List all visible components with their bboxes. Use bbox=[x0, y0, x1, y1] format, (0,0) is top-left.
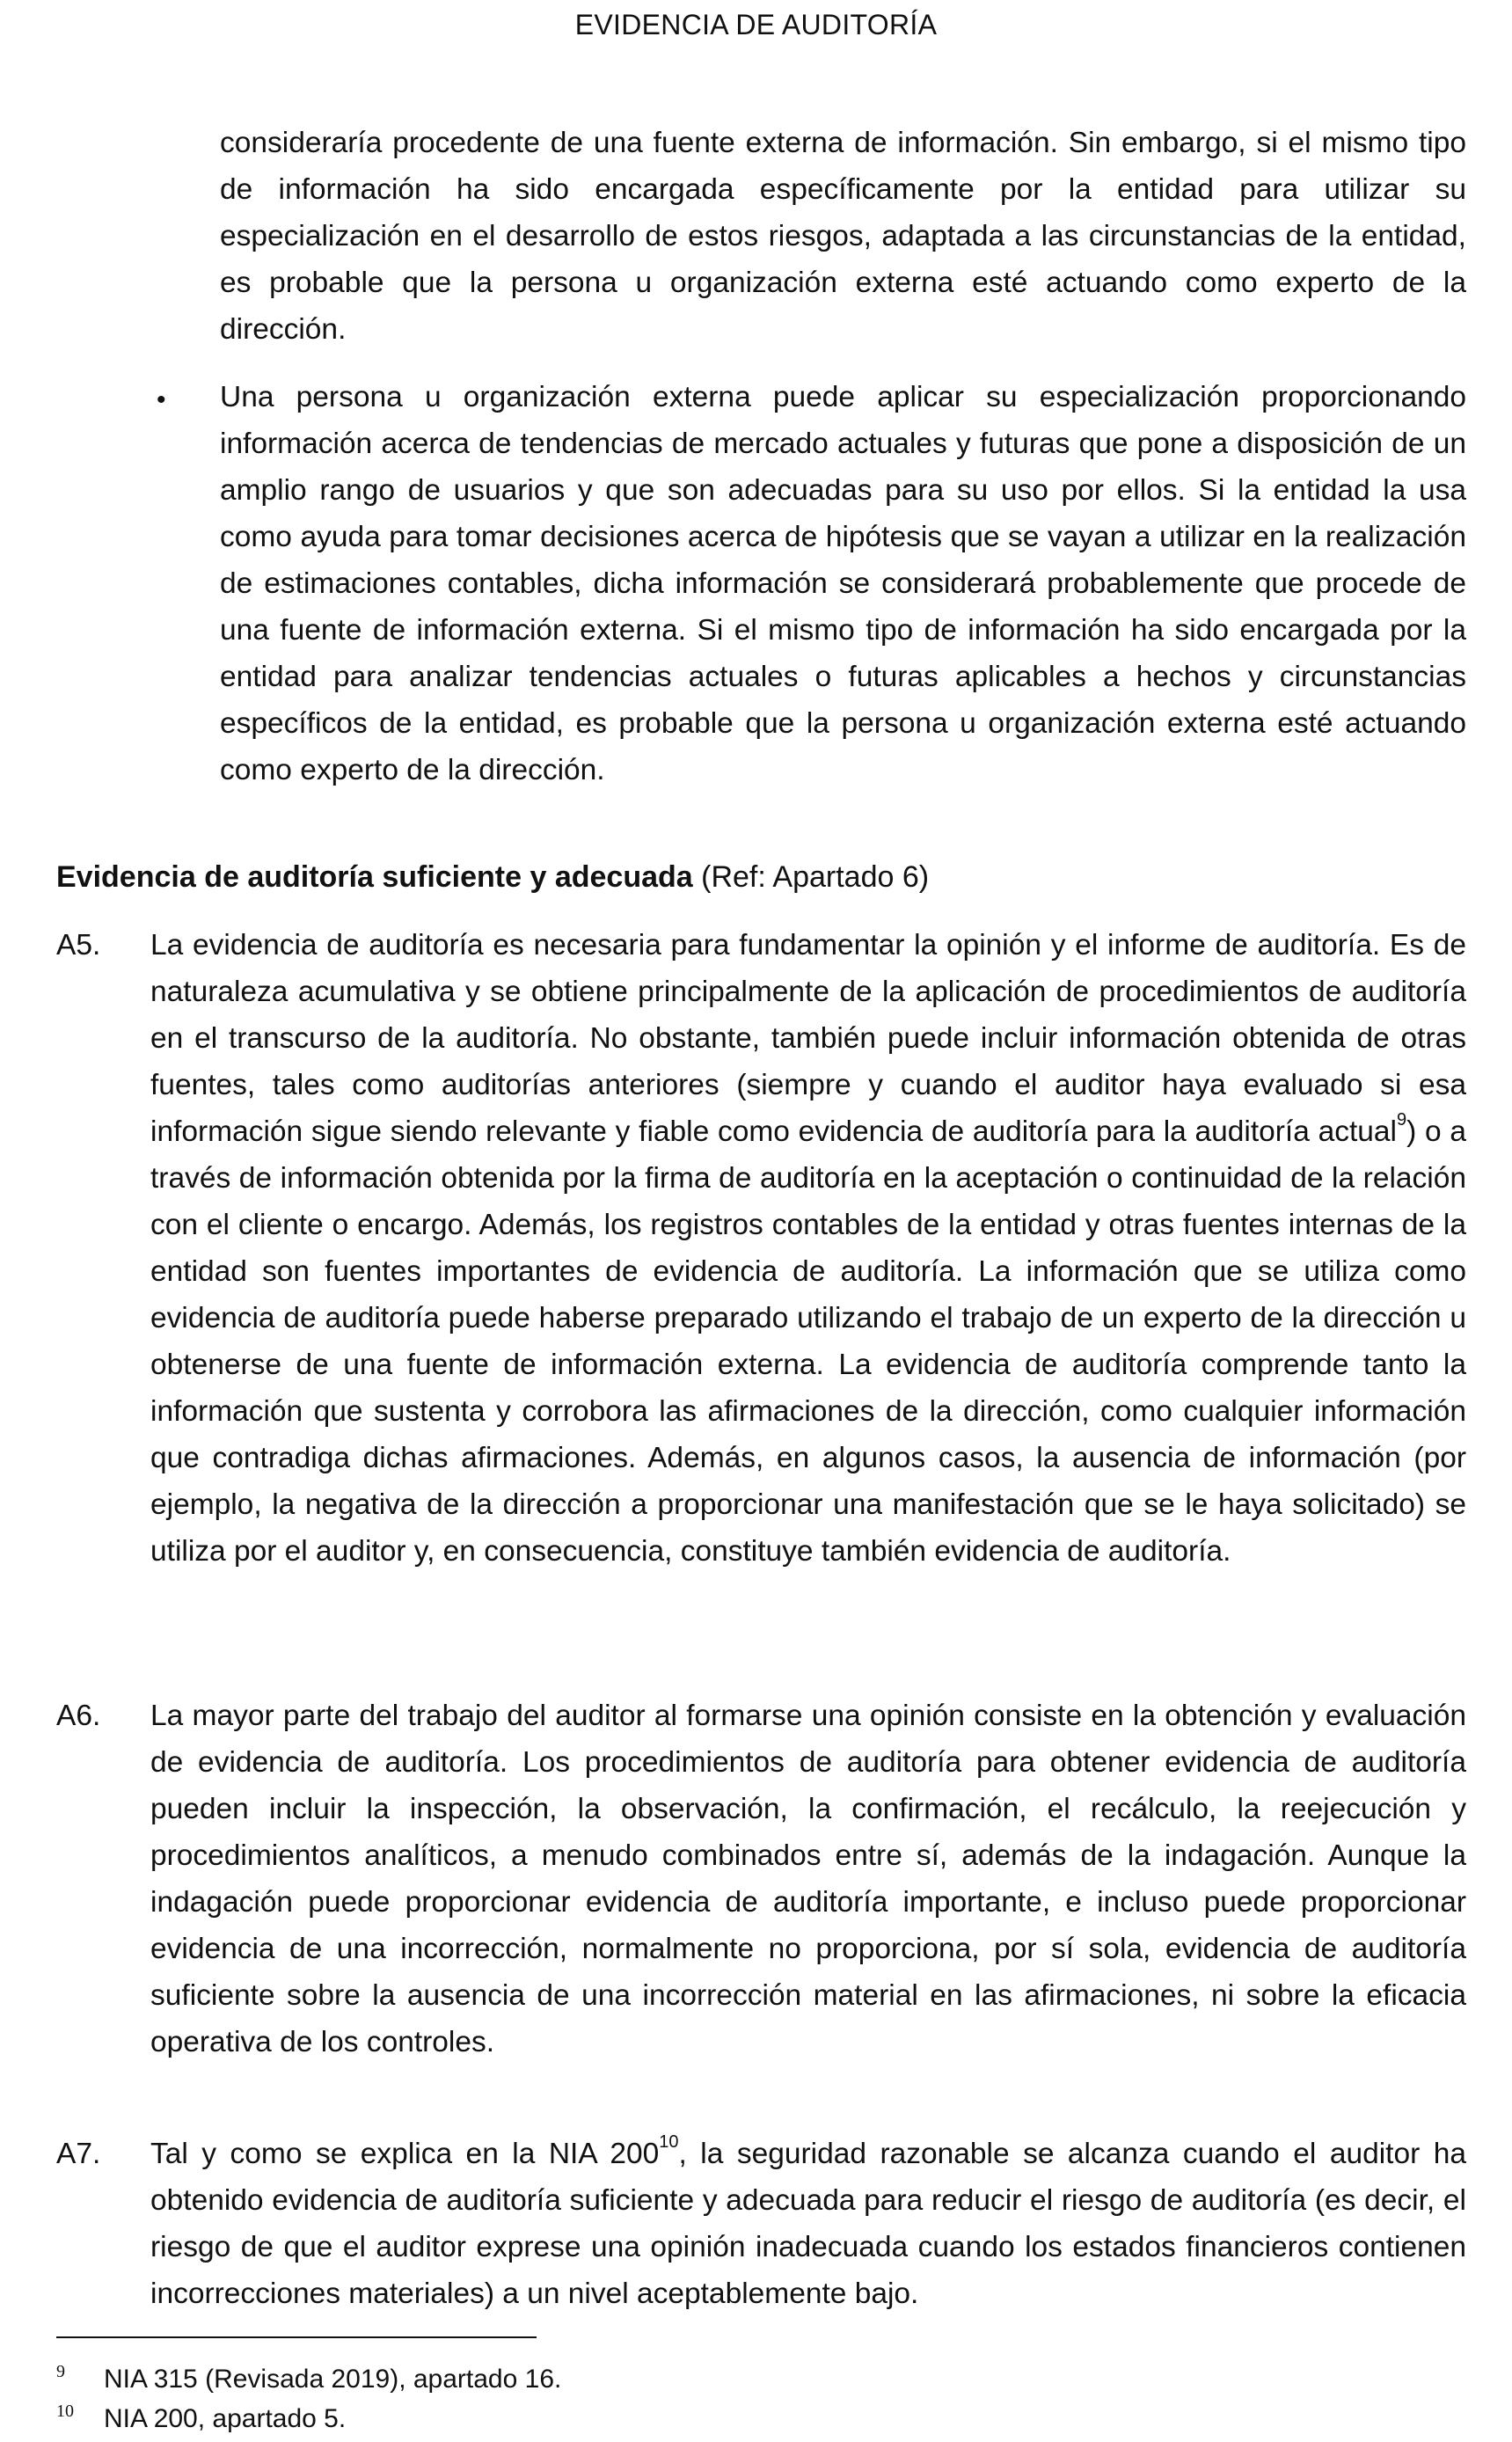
continuation-paragraph: consideraría procedente de una fuente externa de información. Sin embargo, si el mismo tipo de información ha sido encargada específicamente por la entidad para utilizar su especialización en el desarrollo de estos riesgos, adaptada a las circunstancias de la entidad, es probable que la persona u organización externa esté actuando como experto de la dirección. bbox=[220, 127, 1466, 346]
item-label-a5: A5. bbox=[56, 929, 101, 961]
footnote-ref-10[interactable]: 10 bbox=[659, 2132, 679, 2152]
bullet-paragraph: Una persona u organización externa puede aplicar su especialización proporcionando información acerca de tendencias de mercado actuales y futuras que pone a disposición de un amplio rango de usuarios y que son adecuadas para su uso por ellos. Si la entidad la usa como ayuda para tomar decisiones acerca de hipótesis que se vayan a utilizar en la realización de estimaciones contables, dicha información se considerará probablemente que procede de una fuente de información externa. Si el mismo tipo de información ha sido encargada por la entidad para analizar tendencias actuales o futuras aplicables a hechos y circunstancias específicos de la entidad, es probable que la persona u organización externa esté actuando como experto de la dirección. bbox=[220, 381, 1466, 786]
section-heading bbox=[56, 856, 929, 898]
item-a5-text-end: ) o a través de información obtenida por la firma de auditoría en la aceptación o continuidad de la relación con el cliente o encargo. Además, los registros contables de la entidad y otras fuentes internas de la entidad son fuentes importantes de evidencia de auditoría. La información que se utiliza como evidencia de auditoría puede haberse preparado utilizando el trabajo de un experto de la dirección u obtenerse de una fuente de información externa. La evidencia de auditoría comprende tanto la información que sustenta y corrobora las afirmaciones de la dirección, como cualquier información que contradiga dichas afirmaciones. Además, en algunos casos, la ausencia de información (por ejemplo, la negativa de la dirección a proporcionar una manifestación que se le haya solicitado) se utiliza por el auditor y, en consecuencia, constituye también evidencia de auditoría. bbox=[150, 1115, 1466, 1568]
item-paragraph-a5 bbox=[150, 922, 1466, 1575]
item-label-a7: A7. bbox=[56, 2138, 101, 2170]
footnote-10 bbox=[56, 2394, 346, 2437]
item-label-a6: A6. bbox=[56, 1700, 101, 1732]
item-a7-text-end: , la seguridad razonable se alcanza cuando el auditor ha obtenido evidencia de auditoría suficiente y adecuada para reducir el riesgo de auditoría (es decir, el riesgo de que el auditor exprese una opinión inadecuada cuando los estados financieros contienen incorrecciones materiales) a un nivel aceptablemente bajo. bbox=[150, 2138, 1466, 2310]
item-paragraph-a7 bbox=[150, 2131, 1466, 2317]
footnote-ref-9[interactable]: 9 bbox=[1396, 1110, 1407, 1130]
page-header: EVIDENCIA DE AUDITORÍA bbox=[574, 9, 938, 40]
footnote-divider bbox=[56, 2336, 537, 2338]
bullet-marker: • bbox=[157, 385, 166, 414]
item-a5-text-start: La evidencia de auditoría es necesaria para fundamentar la opinión y el informe de auditoría. Es de naturaleza acumulativa y se obtiene principalmente de la aplicación de procedimientos de auditoría en el transcurso de la auditoría. No obstante, también puede incluir información obtenida de otras fuentes, tales como auditorías anteriores (siempre y cuando el auditor haya evaluado si esa información sigue siendo relevante y fiable como evidencia de auditoría para la auditoría actual bbox=[150, 929, 1466, 1148]
section-heading-title: Evidencia de auditoría suficiente y adecuada bbox=[56, 860, 693, 894]
item-paragraph-a6: La mayor parte del trabajo del auditor al formarse una opinión consiste en la obtención y evaluación de evidencia de auditoría. Los procedimientos de auditoría para obtener evidencia de auditoría pueden incluir la inspección, la observación, la confirmación, el recálculo, la reejecución y procedimientos analíticos, a menudo combinados entre sí, además de la indagación. Aunque la indagación puede proporcionar evidencia de auditoría importante, e incluso puede proporcionar evidencia de una incorrección, normalmente no proporciona, por sí sola, evidencia de auditoría suficiente sobre la ausencia de una incorrección material en las afirmaciones, ni sobre la eficacia operativa de los controles. bbox=[150, 1700, 1466, 2058]
footnote-9 bbox=[56, 2354, 561, 2397]
footnote-number: 9 bbox=[56, 2362, 65, 2381]
footnote-text: NIA 200, apartado 5. bbox=[104, 2404, 347, 2433]
item-a7-text-start: Tal y como se explica en la NIA 200 bbox=[150, 2138, 660, 2170]
footnote-text: NIA 315 (Revisada 2019), apartado 16. bbox=[104, 2365, 562, 2394]
section-heading-reference: (Ref: Apartado 6) bbox=[692, 860, 930, 894]
footnote-number: 10 bbox=[56, 2402, 74, 2421]
